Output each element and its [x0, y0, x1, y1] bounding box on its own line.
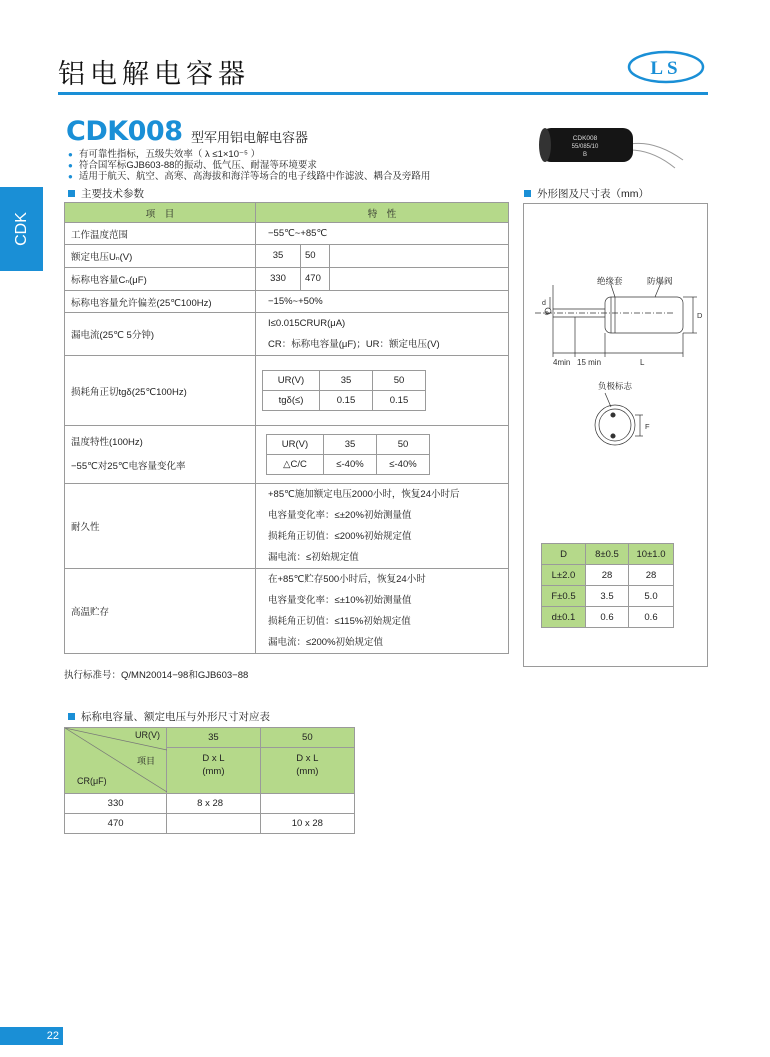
rated-voltage-label: 额定电压Uₙ(V) — [65, 245, 256, 268]
storage-line-4: 漏电流：≤200%初始规定值 — [268, 637, 384, 648]
cap-330: 330 — [65, 794, 167, 814]
leakage-note: CR：标称电容量(μF)；UR：额定电压(V) — [268, 339, 440, 350]
capacitance-label: 标称电容量Cₙ(μF) — [65, 268, 256, 291]
dimension-table: D 8±0.5 10±1.0 L±2.0 28 28 F±0.5 3.5 5.0 d±0.1 0.6 0.6 — [541, 543, 674, 628]
spec-header-row — [65, 203, 509, 223]
storage-line-3: 损耗角正切值：≤115%初始规定值 — [268, 616, 411, 627]
photo-label-1: CDK008 — [572, 135, 598, 142]
mm-35: (mm) — [202, 766, 225, 777]
svg-text:⊕: ⊕ — [544, 311, 550, 317]
table-row — [65, 484, 509, 569]
table-row — [65, 223, 509, 245]
endurance-line-1: +85℃施加额定电压2000小时，恢复24小时后 — [268, 489, 460, 500]
table-row — [65, 268, 509, 291]
neg-mark-label: 负极标志 — [598, 381, 633, 391]
temp-char-table: UR(V) 35 50 △C/C ≤-40% ≤-40% — [266, 434, 430, 475]
dim-label-L: L — [640, 358, 645, 367]
photo-label-2: 55/085/10 — [571, 144, 599, 150]
endurance-line-3: 损耗角正切值：≤200%初始规定值 — [268, 531, 412, 542]
mm-50: (mm) — [296, 766, 319, 777]
temp-char-label-1: 温度特性(100Hz) — [71, 436, 143, 448]
standard-note: 执行标准号：Q/MN20014−98和GJB603−88 — [64, 670, 249, 681]
vent-label: 防爆阀 — [647, 276, 673, 286]
table-row — [65, 291, 509, 313]
storage-line-2: 电容量变化率：≤±10%初始测量值 — [268, 595, 412, 606]
capacitance-330: 330 — [256, 268, 301, 290]
bullet-3: ● 适用于航天、航空、高寒、高海拔和海洋等场合的电子线路中作滤波、耦合及旁路用 — [68, 168, 430, 182]
table-row: 330 8 x 28 — [65, 794, 355, 814]
header-rule — [58, 92, 708, 95]
endurance-line-4: 漏电流：≤初始规定值 — [268, 552, 359, 563]
table-row: 470 10 x 28 — [65, 814, 355, 834]
side-tab-label: CDK — [12, 212, 30, 246]
tolerance-value: −15%~+50% — [256, 291, 509, 313]
spec-header-char: 特 性 — [256, 203, 509, 223]
cap-470: 470 — [65, 814, 167, 834]
storage-line-1: 在+85℃贮存500小时后，恢复24小时 — [268, 574, 426, 585]
dim-section-heading: 外形图及尺寸表（mm） — [524, 186, 649, 201]
voltage-35: 35 — [167, 728, 261, 748]
rated-voltage-35: 35 — [256, 245, 301, 267]
logo-text: LS — [650, 58, 682, 79]
dim-label-15min: 15 min — [577, 358, 602, 367]
spec-section-heading: 主要技术参数 — [68, 186, 144, 201]
tan-delta-label: 损耗角正切tgδ(25℃100Hz) — [65, 356, 256, 426]
table-row — [65, 245, 509, 268]
dim-label-4min: 4min — [553, 358, 571, 367]
photo-label-3: B — [582, 152, 588, 158]
dim-label-d: d — [542, 300, 546, 307]
temp-range-value: −55℃~+85℃ — [256, 223, 509, 245]
temp-range-label: 工作温度范围 — [65, 223, 256, 245]
dxl-35: D x L — [202, 753, 225, 764]
temp-char-label-2: −55℃对25℃电容量变化率 — [71, 460, 186, 472]
leakage-label: 漏电流(25℃ 5分钟) — [65, 313, 256, 356]
endurance-label: 耐久性 — [65, 484, 256, 569]
size-table-heading: 标称电容量、额定电压与外形尺寸对应表 — [68, 709, 270, 724]
model-number: CDK008 — [66, 116, 183, 147]
size-table — [64, 727, 355, 834]
bullet-1: ● 有可靠性指标，五级失效率（ λ ≤1×10⁻⁵ ） — [68, 146, 260, 160]
spec-table — [64, 202, 509, 654]
corner-cr: CR(μF) — [77, 776, 107, 786]
dim-label-D: D — [697, 311, 703, 320]
side-tab — [0, 187, 43, 271]
capacitor-photo — [535, 120, 685, 170]
tolerance-label: 标称电容量允许偏差(25℃100Hz) — [65, 291, 256, 313]
endurance-line-2: 电容量变化率：≤±20%初始测量值 — [268, 510, 412, 521]
voltage-50: 50 — [260, 728, 354, 748]
capacitance-470: 470 — [301, 268, 330, 290]
page-number: 22 — [0, 1027, 63, 1045]
ls-logo — [627, 50, 705, 84]
insulation-label: 绝缘套 — [597, 276, 623, 286]
dxl-50: D x L — [296, 753, 319, 764]
table-row — [65, 356, 509, 426]
rated-voltage-50: 50 — [301, 245, 330, 267]
table-row — [65, 569, 509, 654]
corner-item: 项目 — [137, 756, 156, 766]
table-row — [65, 313, 509, 356]
storage-label: 高温贮存 — [65, 569, 256, 654]
table-row — [65, 426, 509, 484]
leakage-formula: I≤0.015CRUR(μA) — [268, 318, 346, 329]
model-subtitle: 型军用铝电解电容器 — [191, 131, 309, 146]
dimension-drawing — [525, 265, 705, 465]
spec-header-item: 项 目 — [65, 203, 256, 223]
bullet-2: ● 符合国军标GJB603-88的振动、低气压、耐湿等环境要求 — [68, 157, 317, 171]
dim-label-F: F — [645, 422, 650, 431]
page-title: 铝电解电容器 — [58, 59, 250, 90]
corner-ur: UR(V) — [135, 730, 160, 740]
tan-delta-table: UR(V) 35 50 tgδ(≤) 0.15 0.15 — [262, 370, 426, 411]
